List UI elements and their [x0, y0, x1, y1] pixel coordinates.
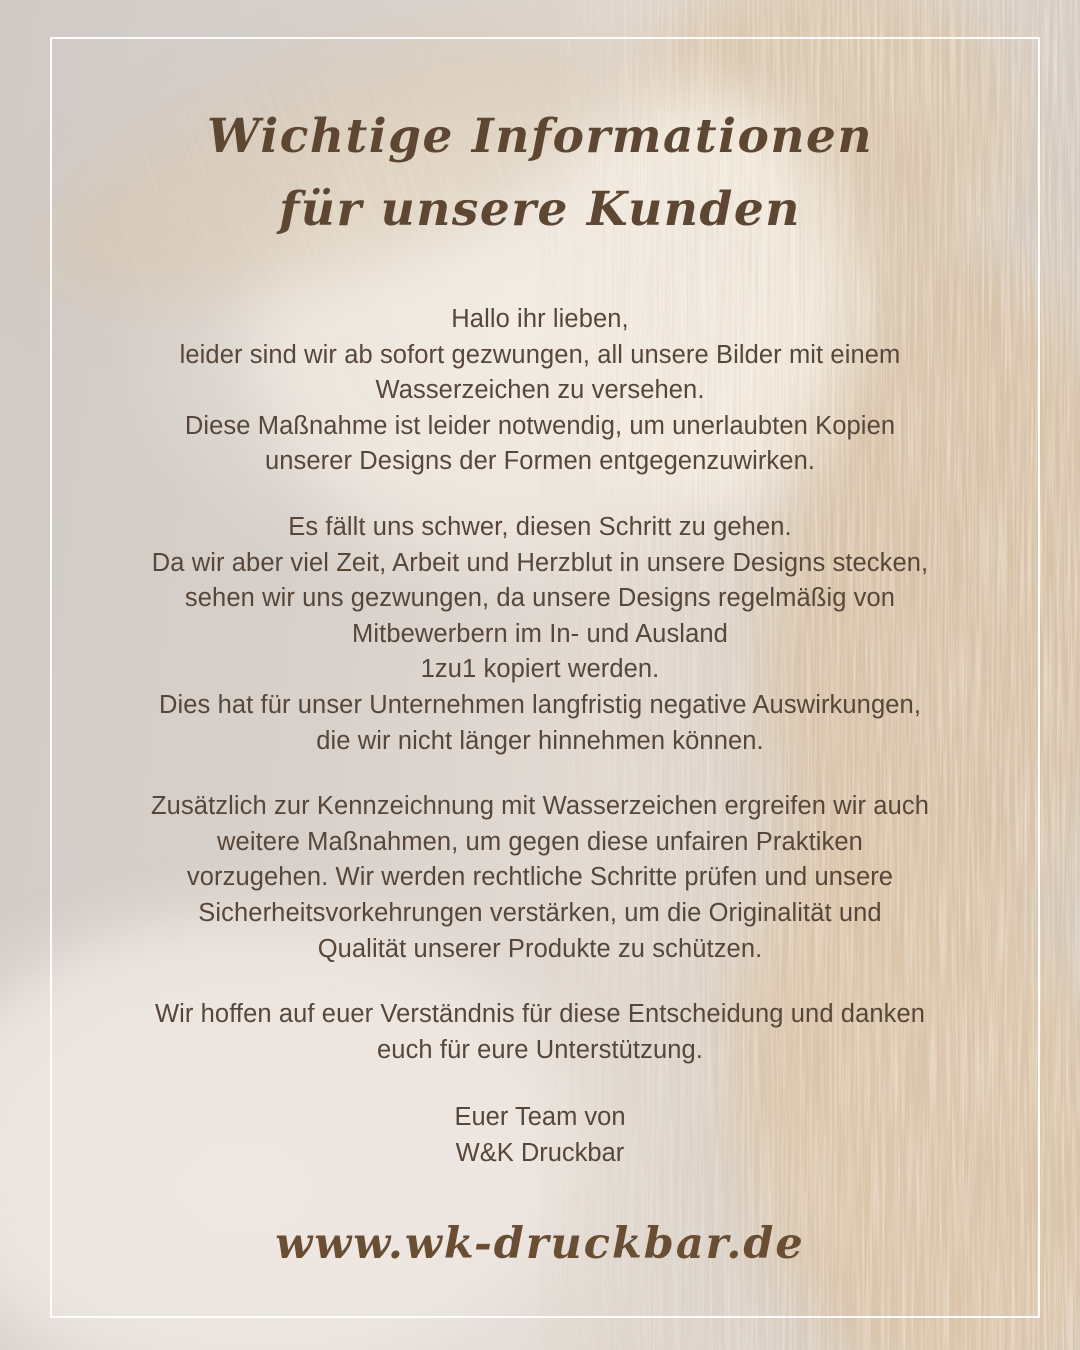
text-line: Da wir aber viel Zeit, Arbeit und Herzblut in unsere Designs stecken,	[151, 548, 929, 577]
text-line: Diese Maßnahme ist leider notwendig, um unerlaubten Kopien	[184, 411, 896, 440]
text-line: euch für eure Unterstützung.	[377, 1035, 703, 1064]
signature	[454, 1100, 625, 1171]
text-line: Zusätzlich zur Kennzeichnung mit Wasserzeichen ergreifen wir auch	[151, 792, 929, 821]
text-line: Sicherheitsvorkehrungen verstärken, um die Originalität und	[198, 898, 882, 927]
paragraph-measures	[151, 789, 929, 967]
page-title	[207, 100, 873, 246]
text-line: Es fällt uns schwer, diesen Schritt zu gehen.	[288, 512, 792, 541]
text-line: unserer Designs der Formen entgegenzuwirken.	[264, 447, 816, 476]
text-line: leider sind wir ab sofort gezwungen, all unsere Bilder mit einem	[179, 340, 901, 369]
text-line: Dies hat für unser Unternehmen langfristig negative Auswirkungen,	[159, 690, 921, 719]
website-url: www.wk-druckbar.de	[275, 1219, 805, 1270]
paragraph-greeting	[151, 302, 929, 480]
title-line-1: Wichtige Informationen	[206, 109, 874, 164]
title-line-2: für unsere Kunden	[279, 182, 801, 237]
text-line: Hallo ihr lieben,	[451, 305, 629, 333]
text-line: die wir nicht länger hinnehmen können.	[316, 726, 764, 755]
text-line: Wasserzeichen zu versehen.	[375, 376, 705, 405]
signature-line-2: W&K Druckbar	[455, 1138, 625, 1167]
text-line: 1zu1 kopiert werden.	[420, 655, 660, 684]
body-text	[151, 302, 929, 1068]
text-line: vorzugehen. Wir werden rechtliche Schritte prüfen und unsere	[186, 863, 894, 892]
text-line: sehen wir uns gezwungen, da unsere Designs regelmäßig von	[184, 584, 896, 613]
signature-line-1: Euer Team von	[454, 1103, 626, 1132]
text-line: Qualität unserer Produkte zu schützen.	[317, 934, 763, 963]
paragraph-reason	[151, 510, 929, 759]
text-line: Mitbewerbern im In- und Ausland	[352, 619, 728, 648]
text-line: Wir hoffen auf euer Verständnis für diese Entscheidung und danken	[154, 1000, 926, 1029]
text-line: weitere Maßnahmen, um gegen diese unfairen Praktiken	[217, 827, 863, 856]
paragraph-thanks	[151, 997, 929, 1068]
